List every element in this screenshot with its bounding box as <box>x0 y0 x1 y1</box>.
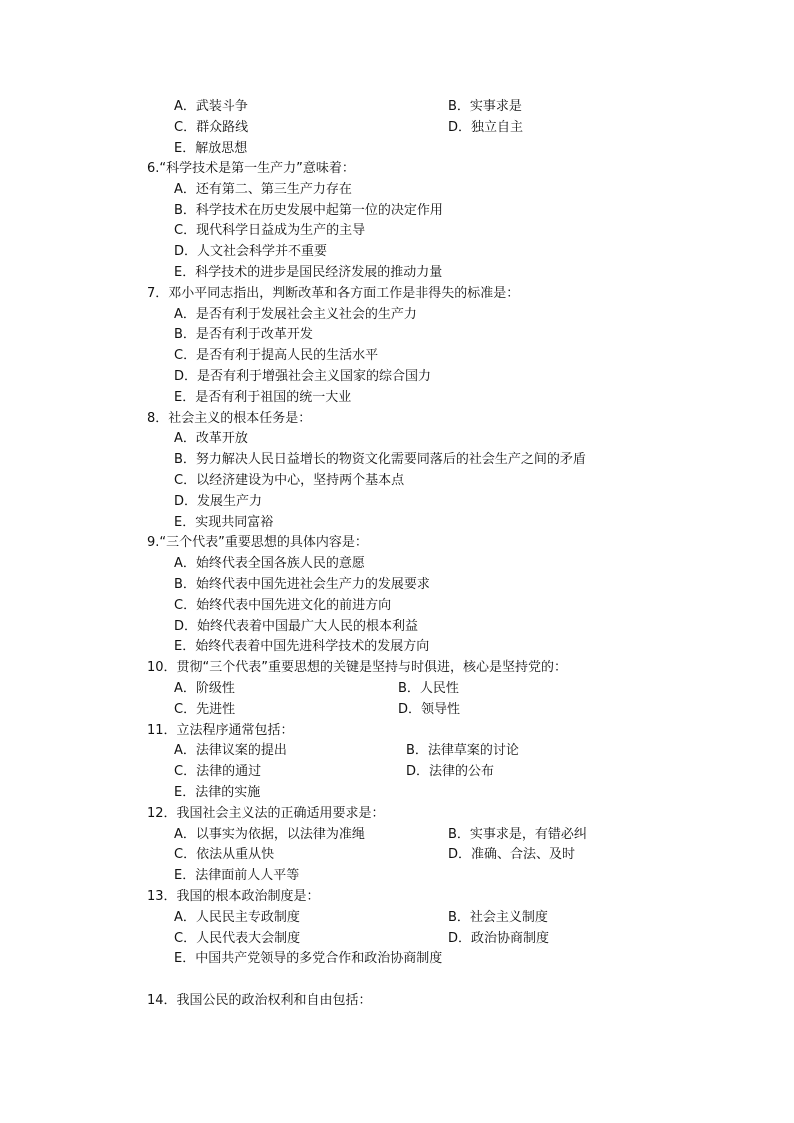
q13-option-b: B．社会主义制度 <box>448 910 548 925</box>
q14-stem: 14．我国公民的政治权利和自由包括： <box>147 993 372 1008</box>
q10-option-b: B．人民性 <box>398 681 459 696</box>
q11-option-a: A．法律议案的提出 <box>174 743 287 758</box>
q10-stem: 10．贯彻“三个代表”重要思想的关键是坚持与时俱进，核心是坚持党的： <box>147 660 568 675</box>
q5-option-c: C．群众路线 <box>174 120 249 135</box>
q6-option-b: B．科学技术在历史发展中起第一位的决定作用 <box>174 203 443 218</box>
q6-option-c: C．现代科学日益成为生产的主导 <box>174 223 366 238</box>
q9-option-e: E．始终代表着中国先进科学技术的发展方向 <box>174 639 430 654</box>
q7-option-b: B．是否有利于改革开发 <box>174 327 313 342</box>
q7-option-d: D．是否有利于增强社会主义国家的综合国力 <box>174 369 432 384</box>
q13-option-a: A．人民民主专政制度 <box>174 910 300 925</box>
q8-option-b: B．努力解决人民日益增长的物资文化需要同落后的社会生产之间的矛盾 <box>174 452 586 467</box>
q12-option-b: B．实事求是，有错必纠 <box>448 827 587 842</box>
q9-option-b: B．始终代表中国先进社会生产力的发展要求 <box>174 577 430 592</box>
q12-option-e: E．法律面前人人平等 <box>174 868 300 883</box>
q10-option-a: A．阶级性 <box>174 681 235 696</box>
q10-option-c: C．先进性 <box>174 702 236 717</box>
q7-option-e: E．是否有利于祖国的统一大业 <box>174 390 352 405</box>
q7-option-a: A．是否有利于发展社会主义社会的生产力 <box>174 307 417 322</box>
q12-option-d: D．准确、合法、及时 <box>448 847 576 862</box>
q13-option-d: D．政治协商制度 <box>448 931 550 946</box>
q6-option-a: A．还有第二、第三生产力存在 <box>174 182 352 197</box>
q9-stem: 9.“三个代表”重要思想的具体内容是： <box>147 535 368 550</box>
q8-option-d: D．发展生产力 <box>174 494 263 509</box>
q10-option-d: D．领导性 <box>398 702 461 717</box>
q8-option-c: C．以经济建设为中心，坚持两个基本点 <box>174 473 405 488</box>
q5-option-e: E．解放思想 <box>174 141 248 156</box>
q6-stem: 6.“科学技术是第一生产力”意味着： <box>147 161 355 176</box>
q11-option-b: B．法律草案的讨论 <box>406 743 519 758</box>
q9-option-d: D．始终代表着中国最广大人民的根本利益 <box>174 619 419 634</box>
q7-stem: 7．邓小平同志指出，判断改革和各方面工作是非得失的标准是： <box>147 286 520 301</box>
q8-option-a: A．改革开放 <box>174 431 248 446</box>
q11-option-e: E．法律的实施 <box>174 785 261 800</box>
q12-option-a: A．以事实为依据，以法律为准绳 <box>174 827 365 842</box>
q5-option-d: D．独立自主 <box>448 120 524 135</box>
q12-option-c: C．依法从重从快 <box>174 847 275 862</box>
q13-stem: 13．我国的根本政治制度是： <box>147 889 320 904</box>
q11-option-c: C．法律的通过 <box>174 764 262 779</box>
q12-stem: 12．我国社会主义法的正确适用要求是： <box>147 806 385 821</box>
q5-option-b: B．实事求是 <box>448 99 522 114</box>
q5-option-a: A．武装斗争 <box>174 99 248 114</box>
q7-option-c: C．是否有利于提高人民的生活水平 <box>174 348 379 363</box>
q13-option-c: C．人民代表大会制度 <box>174 931 301 946</box>
q6-option-e: E．科学技术的进步是国民经济发展的推动力量 <box>174 265 443 280</box>
q9-option-a: A．始终代表全国各族人民的意愿 <box>174 556 365 571</box>
q11-stem: 11．立法程序通常包括： <box>147 723 294 738</box>
q8-stem: 8．社会主义的根本任务是： <box>147 411 312 426</box>
q9-option-c: C．始终代表中国先进文化的前进方向 <box>174 598 392 613</box>
q8-option-e: E．实现共同富裕 <box>174 515 274 530</box>
q6-option-d: D．人文社会科学并不重要 <box>174 244 328 259</box>
q11-option-d: D．法律的公布 <box>406 764 495 779</box>
q13-option-e: E．中国共产党领导的多党合作和政治协商制度 <box>174 951 443 966</box>
